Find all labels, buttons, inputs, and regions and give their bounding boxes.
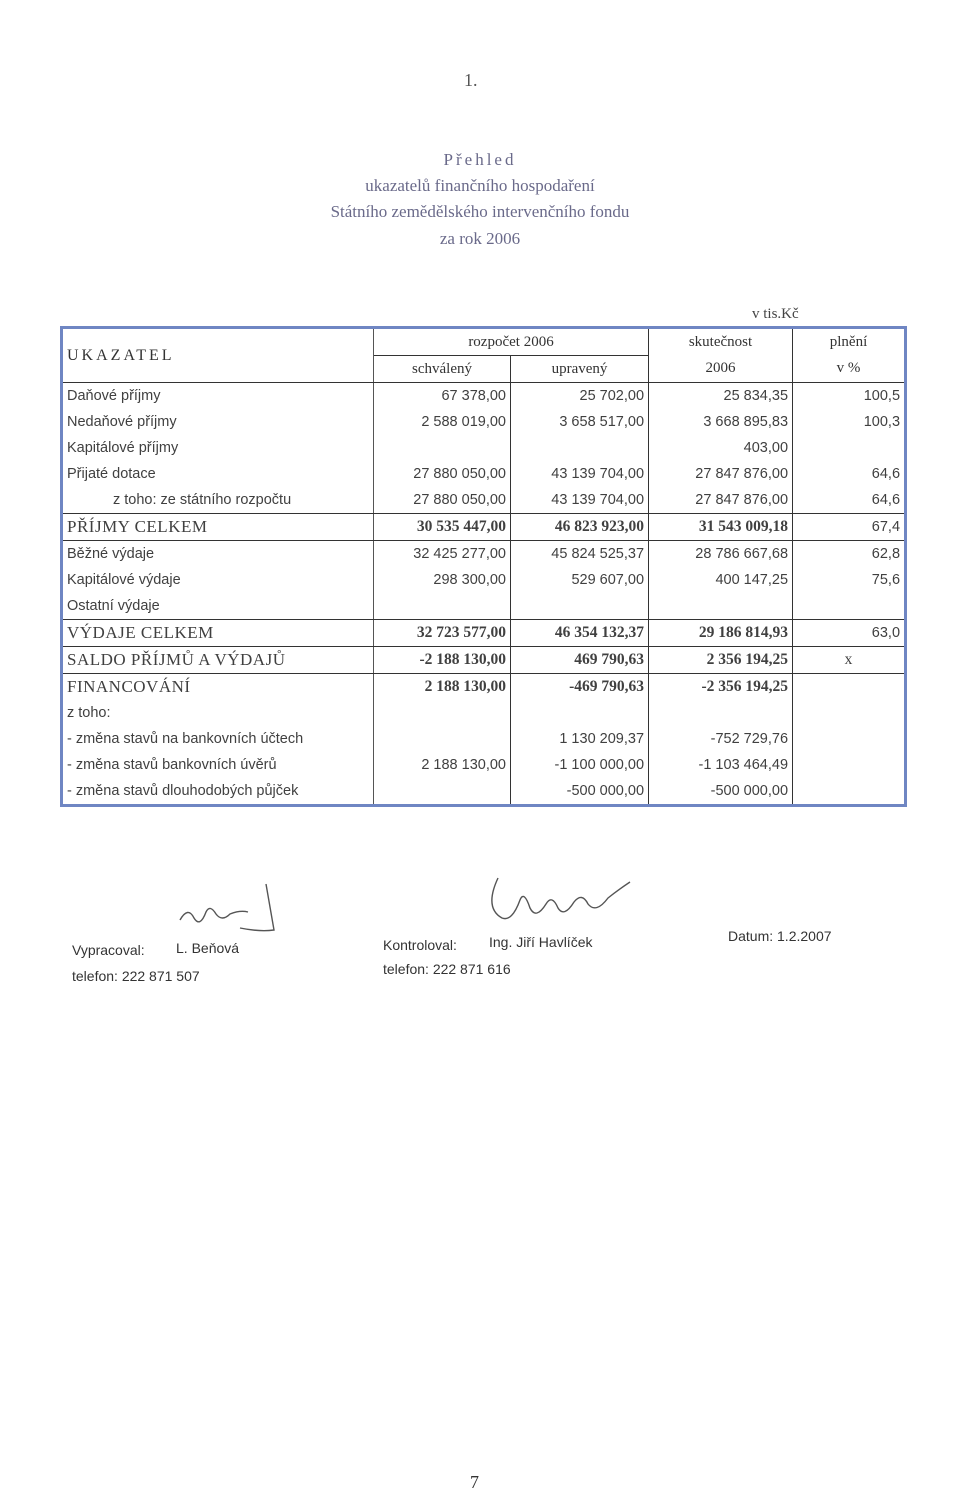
financial-table (60, 326, 907, 807)
table-row (62, 700, 906, 726)
table-row-balance (62, 647, 906, 674)
cell-actual: 3 668 895,83 (649, 409, 793, 435)
cell-actual: 400 147,25 (649, 567, 793, 593)
doc-subtitle-3: za rok 2006 (439, 229, 521, 248)
cell-adjusted: -1 100 000,00 (511, 752, 649, 778)
header-row-1 (62, 328, 906, 356)
cell-approved: 2 188 130,00 (374, 752, 511, 778)
cell-actual: -1 103 464,49 (649, 752, 793, 778)
table-row-financing (62, 674, 906, 701)
header-fulfil-2: v % (793, 356, 906, 383)
row-label: - změna stavů bankovních úvěrů (62, 752, 374, 778)
table-row (62, 461, 906, 487)
cell-approved: 2 588 019,00 (374, 409, 511, 435)
cell-adjusted (511, 593, 649, 620)
doc-subtitle-2: Státního zemědělského intervenčního fondu (330, 202, 630, 221)
cell-actual: 25 834,35 (649, 383, 793, 410)
cell-adjusted: -500 000,00 (511, 778, 649, 806)
cell-actual: -2 356 194,25 (649, 674, 793, 701)
cell-pct (793, 752, 906, 778)
doc-title: Přehled (443, 150, 517, 169)
cell-approved: 30 535 447,00 (374, 514, 511, 541)
cell-adjusted: 469 790,63 (511, 647, 649, 674)
table-row (62, 487, 906, 514)
cell-adjusted: 25 702,00 (511, 383, 649, 410)
row-label: z toho: ze státního rozpočtu (62, 487, 374, 514)
cell-pct: 62,8 (793, 541, 906, 568)
cell-actual (649, 593, 793, 620)
header-budget-group: rozpočet 2006 (374, 328, 649, 356)
table-row (62, 541, 906, 568)
signature-checked-icon (478, 868, 658, 928)
cell-adjusted: 43 139 704,00 (511, 487, 649, 514)
table-row (62, 778, 906, 806)
row-label: Ostatní výdaje (62, 593, 374, 620)
prepared-label: Vypracoval: (72, 942, 145, 958)
header-fulfil-1: plnění (793, 328, 906, 356)
cell-approved: 2 188 130,00 (374, 674, 511, 701)
row-label: z toho: (62, 700, 374, 726)
row-label: - změna stavů na bankovních účtech (62, 726, 374, 752)
table-row (62, 726, 906, 752)
row-label: Kapitálové výdaje (62, 567, 374, 593)
cell-pct: x (793, 647, 906, 674)
row-label: SALDO PŘÍJMŮ A VÝDAJŮ (62, 647, 374, 674)
header-indicator: UKAZATEL (62, 328, 374, 383)
checked-name: Ing. Jiří Havlíček (489, 934, 593, 950)
cell-actual: 28 786 667,68 (649, 541, 793, 568)
cell-pct (793, 435, 906, 461)
cell-approved (374, 726, 511, 752)
cell-actual (649, 700, 793, 726)
cell-actual: 29 186 814,93 (649, 620, 793, 647)
row-label: - změna stavů dlouhodobých půjček (62, 778, 374, 806)
cell-pct: 100,3 (793, 409, 906, 435)
cell-adjusted (511, 700, 649, 726)
row-label: Daňové příjmy (62, 383, 374, 410)
cell-approved: 32 425 277,00 (374, 541, 511, 568)
cell-pct (793, 674, 906, 701)
cell-pct: 64,6 (793, 487, 906, 514)
cell-pct: 100,5 (793, 383, 906, 410)
table-row-total (62, 514, 906, 541)
cell-adjusted: 43 139 704,00 (511, 461, 649, 487)
cell-actual: 27 847 876,00 (649, 487, 793, 514)
cell-actual: 2 356 194,25 (649, 647, 793, 674)
signature-prepared-icon (170, 880, 290, 940)
cell-approved: 298 300,00 (374, 567, 511, 593)
cell-actual: 27 847 876,00 (649, 461, 793, 487)
table-row (62, 752, 906, 778)
doc-subtitle-1: ukazatelů finančního hospodaření (365, 176, 595, 195)
table-row (62, 593, 906, 620)
cell-pct (793, 700, 906, 726)
header-actual-2: 2006 (649, 356, 793, 383)
cell-approved: 27 880 050,00 (374, 487, 511, 514)
cell-adjusted: -469 790,63 (511, 674, 649, 701)
cell-pct (793, 726, 906, 752)
table-row (62, 383, 906, 410)
cell-adjusted: 46 823 923,00 (511, 514, 649, 541)
table-row-total (62, 620, 906, 647)
row-label: Přijaté dotace (62, 461, 374, 487)
cell-approved (374, 593, 511, 620)
row-label: Běžné výdaje (62, 541, 374, 568)
cell-pct: 63,0 (793, 620, 906, 647)
cell-approved: 27 880 050,00 (374, 461, 511, 487)
cell-pct (793, 593, 906, 620)
cell-adjusted: 529 607,00 (511, 567, 649, 593)
cell-pct: 64,6 (793, 461, 906, 487)
header-approved: schválený (374, 356, 511, 383)
row-label: PŘÍJMY CELKEM (62, 514, 374, 541)
cell-approved: 32 723 577,00 (374, 620, 511, 647)
cell-approved (374, 778, 511, 806)
row-label: Kapitálové příjmy (62, 435, 374, 461)
table-row (62, 409, 906, 435)
table-row (62, 567, 906, 593)
prepared-name: L. Beňová (176, 940, 240, 956)
page-corner-number: 1. (464, 70, 478, 90)
cell-pct: 67,4 (793, 514, 906, 541)
cell-actual: -500 000,00 (649, 778, 793, 806)
page-number: 7 (470, 1472, 479, 1492)
cell-adjusted (511, 435, 649, 461)
cell-adjusted: 46 354 132,37 (511, 620, 649, 647)
cell-actual: -752 729,76 (649, 726, 793, 752)
row-label: VÝDAJE CELKEM (62, 620, 374, 647)
cell-adjusted: 1 130 209,37 (511, 726, 649, 752)
cell-adjusted: 45 824 525,37 (511, 541, 649, 568)
cell-actual: 31 543 009,18 (649, 514, 793, 541)
cell-pct (793, 778, 906, 806)
cell-pct: 75,6 (793, 567, 906, 593)
unit-label: v tis.Kč (752, 306, 799, 322)
header-actual-1: skutečnost (649, 328, 793, 356)
header-adjusted: upravený (511, 356, 649, 383)
checked-label: Kontroloval: (383, 937, 457, 953)
cell-adjusted: 3 658 517,00 (511, 409, 649, 435)
cell-approved: 67 378,00 (374, 383, 511, 410)
cell-actual: 403,00 (649, 435, 793, 461)
row-label: FINANCOVÁNÍ (62, 674, 374, 701)
cell-approved (374, 435, 511, 461)
cell-approved: -2 188 130,00 (374, 647, 511, 674)
date-label: Datum: 1.2.2007 (728, 928, 832, 944)
table-row (62, 435, 906, 461)
row-label: Nedaňové příjmy (62, 409, 374, 435)
cell-approved (374, 700, 511, 726)
prepared-phone: telefon: 222 871 507 (72, 968, 200, 984)
checked-phone: telefon: 222 871 616 (383, 961, 511, 977)
